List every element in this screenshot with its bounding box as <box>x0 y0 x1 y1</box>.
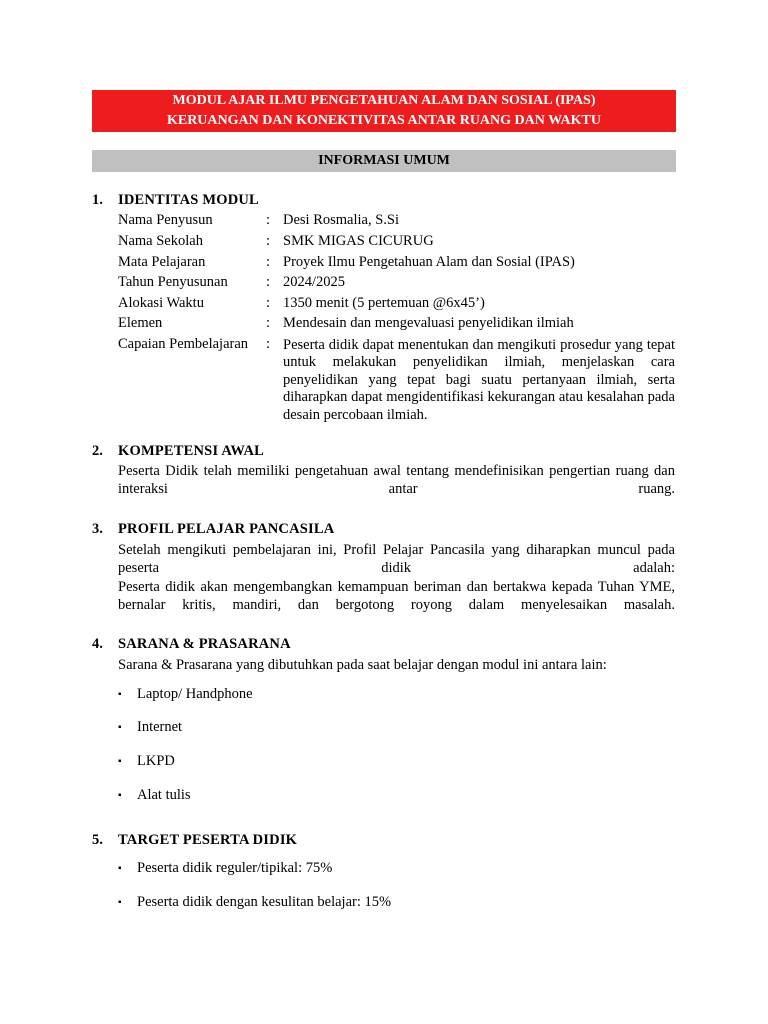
kompetensi-awal-text: Peserta Didik telah memiliki pengetahuan awal tentang mendefinisikan pengertian ruang dan interaksi antar ruang. <box>118 463 675 497</box>
field-label: Tahun Penyusunan <box>118 274 228 290</box>
section-1-title: IDENTITAS MODUL <box>118 192 259 208</box>
section-4-number: 4. <box>92 636 103 652</box>
field-value: Proyek Ilmu Pengetahuan Alam dan Sosial (IPAS) <box>283 254 575 270</box>
list-item: Internet <box>137 719 183 735</box>
section-2-title: KOMPETENSI AWAL <box>118 443 265 459</box>
field-colon: : <box>266 295 271 311</box>
field-value: 1350 menit (5 pertemuan @6x45’) <box>283 295 485 311</box>
section-1-number: 1. <box>92 192 103 208</box>
field-label: Nama Sekolah <box>118 233 203 249</box>
field-colon: : <box>266 274 271 290</box>
capaian-pembelajaran-text: Peserta didik dapat menentukan dan mengikuti prosedur yang tepat untuk melakukan penyelidikan ilmiah, menjelaskan cara penyelidikan yang tepat bagi suatu pertanyaan ilmiah, serta diharapkan dapat mengidentifikasi kekurangan atau kesalahan pada desain percobaan ilmiah. <box>283 337 675 423</box>
field-colon: : <box>266 254 271 270</box>
list-item: Alat tulis <box>137 787 191 803</box>
module-title-banner <box>92 90 676 132</box>
bullet-icon: ▪ <box>118 689 122 700</box>
list-item: Peserta didik reguler/tipikal: 75% <box>137 860 333 876</box>
field-value: SMK MIGAS CICURUG <box>283 233 434 249</box>
info-umum-bar: INFORMASI UMUM <box>92 150 676 172</box>
field-label: Elemen <box>118 315 163 331</box>
section-3-number: 3. <box>92 521 103 537</box>
section-3-title: PROFIL PELAJAR PANCASILA <box>118 521 335 537</box>
field-colon: : <box>266 212 271 228</box>
module-title-line1: MODUL AJAR ILMU PENGETAHUAN ALAM DAN SOSIAL (IPAS) <box>172 93 596 108</box>
section-5-number: 5. <box>92 832 103 848</box>
section-4-title: SARANA & PRASARANA <box>118 636 291 652</box>
profil-intro-text: Setelah mengikuti pembelajaran ini, Profil Pelajar Pancasila yang diharapkan muncul pada peserta didik adalah: <box>118 542 675 576</box>
field-value: Desi Rosmalia, S.Si <box>283 212 400 228</box>
field-label: Nama Penyusun <box>118 212 213 228</box>
field-value: Mendesain dan mengevaluasi penyelidikan ilmiah <box>283 315 574 331</box>
field-colon: : <box>266 315 271 331</box>
field-label: Mata Pelajaran <box>118 254 206 270</box>
field-value: 2024/2025 <box>283 274 346 290</box>
bullet-icon: ▪ <box>118 863 122 874</box>
section-5-title: TARGET PESERTA DIDIK <box>118 832 298 848</box>
sarana-intro-text: Sarana & Prasarana yang dibutuhkan pada saat belajar dengan modul ini antara lain: <box>118 657 607 673</box>
profil-detail-text: Peserta didik akan mengembangkan kemampuan beriman dan bertakwa kepada Tuhan YME, bernalar kritis, mandiri, dan bergotong royong dalam menyelesaikan masalah. <box>118 579 675 613</box>
bullet-icon: ▪ <box>118 897 122 908</box>
section-2-number: 2. <box>92 443 103 459</box>
bullet-icon: ▪ <box>118 790 122 801</box>
bullet-icon: ▪ <box>118 722 122 733</box>
list-item: Peserta didik dengan kesulitan belajar: 15% <box>137 894 392 910</box>
list-item: LKPD <box>137 753 175 769</box>
bullet-icon: ▪ <box>118 756 122 767</box>
field-label: Capaian Pembelajaran <box>118 336 249 352</box>
field-label: Alokasi Waktu <box>118 295 204 311</box>
field-colon: : <box>266 233 271 249</box>
list-item: Laptop/ Handphone <box>137 686 253 702</box>
module-title-line2: KERUANGAN DAN KONEKTIVITAS ANTAR RUANG DAN WAKTU <box>166 113 602 128</box>
field-colon: : <box>266 336 271 352</box>
